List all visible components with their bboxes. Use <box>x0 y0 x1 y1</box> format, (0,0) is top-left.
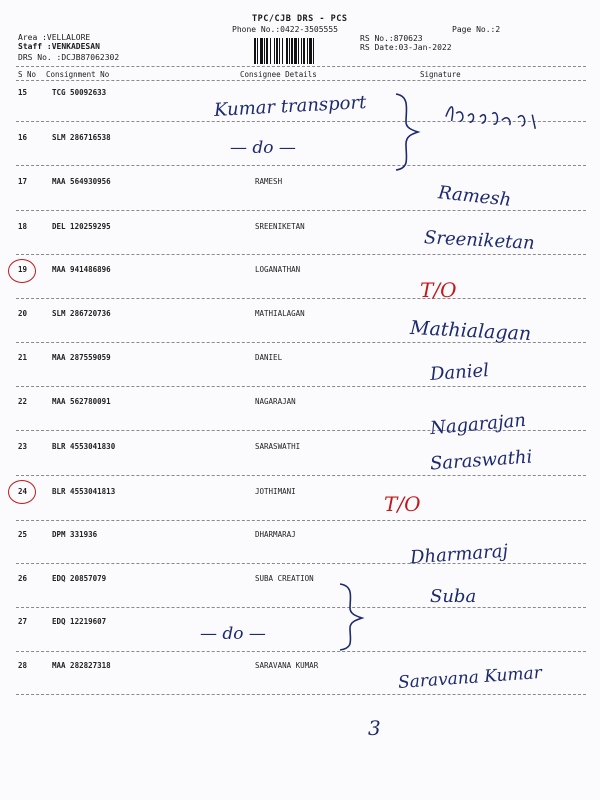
handwritten-signature: Ramesh <box>437 182 513 211</box>
page-number: Page No.:2 <box>452 25 501 34</box>
doc-title: TPC/CJB DRS - PCS <box>252 14 348 24</box>
row-consignment: BLR 4553041813 <box>52 487 116 496</box>
red-circle-mark <box>8 259 36 283</box>
area-label: Area :VELLALORE <box>18 33 91 42</box>
row-sno: 18 <box>18 222 28 231</box>
staff-label: Staff :VENKADESAN <box>18 42 100 51</box>
row-sno: 17 <box>18 177 28 186</box>
barcode <box>254 38 350 64</box>
row-divider <box>16 298 586 299</box>
handwritten-to-mark: T/O <box>384 492 421 516</box>
drs-number: DRS No. :DCJB87062302 <box>18 53 120 62</box>
row-consignment: EDQ 12219607 <box>52 617 107 626</box>
row-consignment: MAA 562780091 <box>52 397 111 406</box>
row-sno: 19 <box>18 265 28 274</box>
row-divider <box>16 651 586 652</box>
row-consignee: DANIEL <box>255 353 283 362</box>
handwritten-signature <box>439 98 551 136</box>
rs-number: RS No.:870623 <box>360 34 423 43</box>
handwritten-signature: Suba <box>430 586 477 607</box>
handwritten-signature: Dharmaraj <box>409 540 509 569</box>
handwritten-signature: Saravana Kumar <box>397 663 543 693</box>
row-divider <box>16 210 586 211</box>
phone-number: Phone No.:0422-3505555 <box>232 25 338 34</box>
col-signature: Signature <box>420 70 461 79</box>
brace-mark <box>392 92 422 172</box>
row-divider <box>16 386 586 387</box>
row-consignment: DEL 120259295 <box>52 222 111 231</box>
row-divider <box>16 607 586 608</box>
row-sno: 26 <box>18 574 28 583</box>
col-sno: S No <box>18 70 37 79</box>
row-consignee: DHARMARAJ <box>255 530 296 539</box>
handwritten-signature: Kumar transport <box>213 92 367 121</box>
row-consignment: DPM 331936 <box>52 530 98 539</box>
handwritten-signature: Mathialagan <box>409 316 532 346</box>
handwritten-to-mark: T/O <box>420 278 457 302</box>
row-consignment: MAA 282827318 <box>52 661 111 670</box>
row-consignee: MATHIALAGAN <box>255 309 305 318</box>
row-sno: 27 <box>18 617 28 626</box>
row-consignment: BLR 4553041830 <box>52 442 116 451</box>
col-consignee: Consignee Details <box>240 70 317 79</box>
handwritten-ditto: — do — <box>230 138 296 158</box>
handwritten-page-mark: 3 <box>368 716 381 740</box>
handwritten-signature: Saraswathi <box>429 446 533 475</box>
row-sno: 21 <box>18 353 28 362</box>
row-sno: 16 <box>18 133 28 142</box>
row-consignment: MAA 941486896 <box>52 265 111 274</box>
row-consignee: NAGARAJAN <box>255 397 296 406</box>
row-consignee: RAMESH <box>255 177 283 186</box>
row-consignee: SUBA CREATION <box>255 574 314 583</box>
handwritten-ditto: — do — <box>200 624 266 644</box>
header-divider <box>16 80 586 81</box>
row-consignee: JOTHIMANI <box>255 487 296 496</box>
row-consignee: LOGANATHAN <box>255 265 301 274</box>
row-consignment: SLM 286720736 <box>52 309 111 318</box>
barcode-bar <box>314 38 316 64</box>
row-sno: 24 <box>18 487 28 496</box>
col-consignment: Consignment No <box>46 70 110 79</box>
row-sno: 23 <box>18 442 28 451</box>
row-divider <box>16 475 586 476</box>
row-sno: 22 <box>18 397 28 406</box>
row-consignment: SLM 286716538 <box>52 133 111 142</box>
brace-mark <box>336 582 366 652</box>
row-consignee: SREENIKETAN <box>255 222 305 231</box>
row-consignment: TCG 50092633 <box>52 88 107 97</box>
handwritten-signature: Nagarajan <box>429 409 527 440</box>
row-sno: 25 <box>18 530 28 539</box>
row-divider <box>16 254 586 255</box>
scribble-signature <box>439 98 551 136</box>
row-consignment: MAA 287559059 <box>52 353 111 362</box>
red-circle-mark <box>8 480 36 504</box>
row-sno: 15 <box>18 88 28 97</box>
header-divider <box>16 66 586 67</box>
row-divider <box>16 165 586 166</box>
row-sno: 20 <box>18 309 28 318</box>
handwritten-signature: Sreeniketan <box>423 227 536 254</box>
row-divider <box>16 694 586 695</box>
rs-date: RS Date:03-Jan-2022 <box>360 43 452 52</box>
row-consignment: MAA 564930956 <box>52 177 111 186</box>
handwritten-signature: Daniel <box>429 359 490 386</box>
row-consignment: EDQ 20857079 <box>52 574 107 583</box>
row-divider <box>16 563 586 564</box>
row-consignee: SARAVANA KUMAR <box>255 661 319 670</box>
row-divider <box>16 520 586 521</box>
row-sno: 28 <box>18 661 28 670</box>
row-consignee: SARASWATHI <box>255 442 301 451</box>
